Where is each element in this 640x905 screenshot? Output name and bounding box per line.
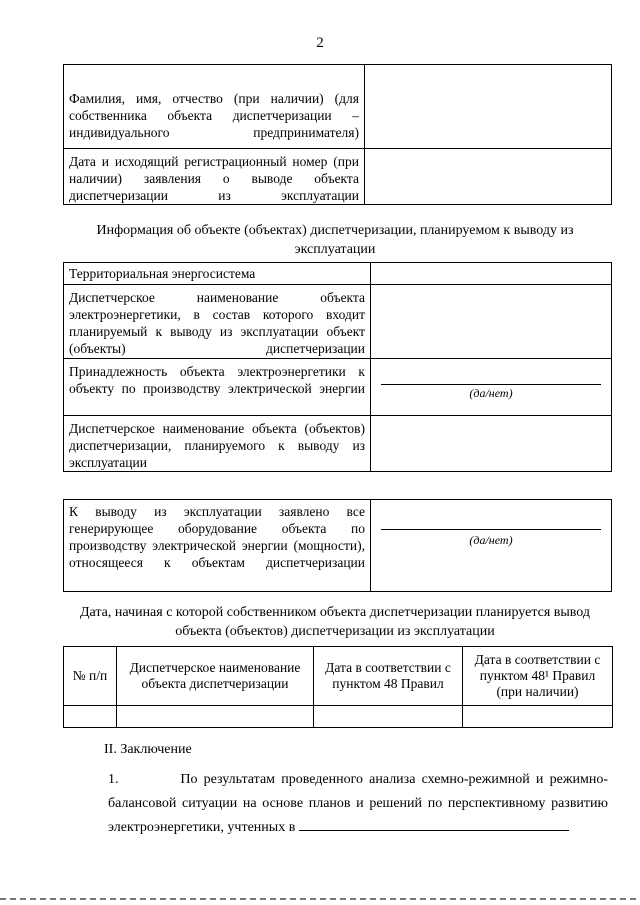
object-info-table	[63, 262, 612, 472]
generation-affiliation-value-cell[interactable]	[371, 359, 612, 416]
all-equipment-value-cell[interactable]	[371, 500, 612, 592]
generation-affiliation-label-cell	[64, 359, 371, 416]
paragraph-number: 1.	[108, 772, 119, 787]
object-info-heading: Информация об объекте (объектах) диспетчеризации, планируемом к выводу из эксплуатации	[96, 223, 574, 257]
row-date-48-1-cell[interactable]	[463, 706, 613, 728]
energy-system-value-cell[interactable]	[371, 263, 612, 285]
energy-system-label-cell	[64, 263, 371, 285]
facility-name-label-cell	[64, 285, 371, 359]
facility-name-value-cell[interactable]	[371, 285, 612, 359]
yes-no-hint-2: (да/нет)	[469, 533, 513, 547]
owner-name-label-cell	[64, 65, 365, 149]
row-date-48-cell[interactable]	[314, 706, 463, 728]
owner-name-value-cell[interactable]	[365, 65, 612, 149]
row-number-cell[interactable]	[64, 706, 117, 728]
scan-edge-artifact	[0, 898, 640, 900]
energy-system-label: Территориальная энергосистема	[69, 266, 256, 281]
application-date-label: Дата и исходящий регистрационный номер (при наличии) заявления о выводе объекта диспетчеризации из эксплуатации	[69, 154, 359, 203]
all-equipment-label-cell	[64, 500, 371, 592]
col-date-48-header: Дата в соответствии с пунктом 48 Правил	[314, 647, 463, 706]
dispatch-object-name-label: Диспетчерское наименование объекта (объектов) диспетчеризации, планируемого к выводу из эксплуатации	[69, 421, 365, 470]
paragraph-text: По результатам проведенного анализа схемно-режимной и режимно-балансовой ситуации на основе планов и решений по перспективному развитию электроэнергетики, учтенных в	[108, 772, 608, 835]
all-equipment-label: К выводу из эксплуатации заявлено все генерирующее оборудование объекта по производству электрической энергии (мощности), относящееся к объектам диспетчеризации	[69, 504, 365, 570]
col-number-header: № п/п	[64, 647, 117, 706]
fill-in-line[interactable]	[299, 816, 569, 831]
all-equipment-table	[63, 499, 612, 592]
page-number: 2	[316, 35, 324, 51]
dispatch-object-name-value-cell[interactable]	[371, 416, 612, 472]
conclusion-title: II. Заключение	[104, 742, 192, 757]
col-object-name-header: Диспетчерское наименование объекта диспетчеризации	[117, 647, 314, 706]
dispatch-object-name-label-cell	[64, 416, 371, 472]
col-date-48-1-header: Дата в соответствии с пунктом 48¹ Правил (при наличии)	[463, 647, 613, 706]
application-date-label-cell	[64, 149, 365, 205]
conclusion-paragraph	[68, 768, 608, 840]
application-date-value-cell[interactable]	[365, 149, 612, 205]
decommission-date-table	[63, 646, 613, 728]
row-object-name-cell[interactable]	[117, 706, 314, 728]
generation-affiliation-label: Принадлежность объекта электроэнергетики к объекту по производству электрической энергии	[69, 364, 365, 396]
facility-name-label: Диспетчерское наименование объекта электроэнергетики, в состав которого входит планируемый к выводу из эксплуатации объект (объекты) диспетчеризации	[69, 290, 365, 356]
yes-no-hint: (да/нет)	[469, 386, 513, 400]
owner-info-table	[63, 64, 612, 205]
owner-name-label: Фамилия, имя, отчество (при наличии) (для собственника объекта диспетчеризации – индивидуального предпринимателя)	[69, 91, 359, 140]
decommission-date-heading: Дата, начиная с которой собственником объекта диспетчеризации планируется вывод объекта (объектов) диспетчеризации из эксплуатации	[79, 605, 591, 639]
